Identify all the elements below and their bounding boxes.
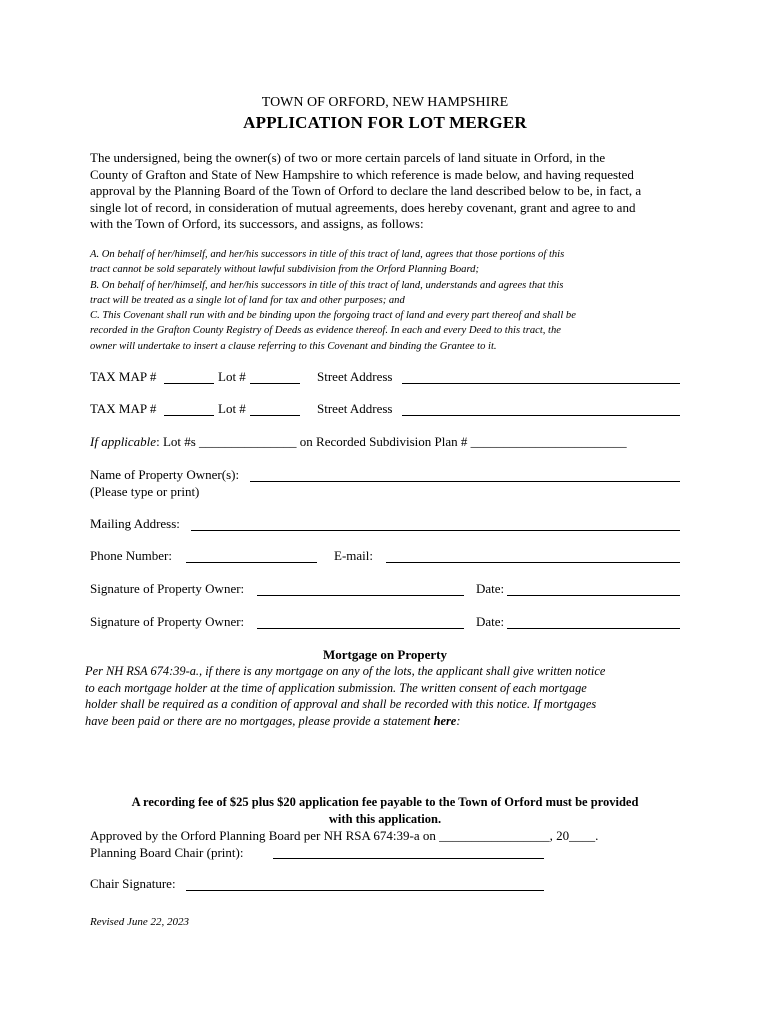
mortgage-last-line-text: have been paid or there are no mortgages, please provide a statement <box>85 713 434 728</box>
fee-line-1: A recording fee of $25 plus $20 application fee payable to the Town of Orford must be provided <box>131 795 639 809</box>
covenant-line: C. This Covenant shall run with and be binding upon the forgoing tract of land and every part thereof and shall be <box>90 310 576 322</box>
tax-map-label: TAX MAP # <box>90 401 157 416</box>
if-applicable-label: If applicable <box>90 434 157 449</box>
street-address-label: Street Address <box>317 401 393 416</box>
owner-signature-field-1[interactable] <box>257 595 464 596</box>
owner-signature-label: Signature of Property Owner: <box>90 581 245 596</box>
owner-name-label: Name of Property Owner(s): <box>90 467 240 482</box>
lot-label: Lot # <box>218 369 246 384</box>
covenant-terms <box>90 247 690 354</box>
revised-date: Revised June 22, 2023 <box>90 916 189 928</box>
tax-map-field-1[interactable] <box>164 383 214 384</box>
mortgage-line: holder shall be required as a condition of approval and shall be recorded with this notice. If mortgages <box>85 697 597 712</box>
email-label: E-mail: <box>334 548 373 563</box>
tax-map-field-2[interactable] <box>164 415 214 416</box>
town-heading: TOWN OF ORFORD, NEW HAMPSHIRE <box>261 95 509 110</box>
approval-line: Approved by the Orford Planning Board per NH RSA 674:39-a on _________________, 20____. <box>90 828 599 843</box>
subdivision-lots-text: : Lot #s _______________ on Recorded Subdivision Plan # ________________________ <box>156 434 627 449</box>
fee-notice <box>0 794 770 827</box>
intro-paragraph <box>90 150 690 233</box>
owner-name-field[interactable] <box>250 481 680 482</box>
street-address-label: Street Address <box>317 369 393 384</box>
date-field-1[interactable] <box>507 595 680 596</box>
chair-signature-field[interactable] <box>186 890 544 891</box>
mortgage-here-emphasis: here <box>433 713 457 728</box>
phone-label: Phone Number: <box>90 548 172 563</box>
mortgage-heading: Mortgage on Property <box>323 647 447 662</box>
covenant-line: tract will be treated as a single lot of land for tax and other purposes; and <box>90 294 405 306</box>
intro-line: County of Grafton and State of New Hampshire to which reference is made below, and having requested <box>90 166 634 182</box>
mailing-address-label: Mailing Address: <box>90 516 180 531</box>
covenant-line: A. On behalf of her/himself, and her/his successors in title of this tract of land, agrees that those portions of this <box>90 249 565 260</box>
street-address-field-1[interactable] <box>402 383 680 384</box>
fee-line-2: with this application. <box>328 811 442 826</box>
covenant-line: recorded in the Grafton County Registry of Deeds as evidence thereof. In each and every Deed to this tract, the <box>90 325 561 337</box>
lot-field-2[interactable] <box>250 415 300 416</box>
chair-print-field[interactable] <box>273 858 544 859</box>
lot-label: Lot # <box>218 401 246 416</box>
intro-line: approval by the Planning Board of the Town of Orford to declare the land described below to be, in fact, a <box>90 183 642 199</box>
intro-line: single lot of record, in consideration of mutual agreements, does hereby covenant, grant and agree to and <box>90 199 636 215</box>
intro-line: with the Town of Orford, its successors, and assigns, as follows: <box>90 216 424 232</box>
mortgage-line <box>85 713 685 730</box>
mortgage-line: Per NH RSA 674:39-a., if there is any mortgage on any of the lots, the applicant shall give written notice <box>85 664 606 678</box>
phone-field[interactable] <box>186 562 317 563</box>
mortgage-notice <box>85 663 685 729</box>
street-address-field-2[interactable] <box>402 415 680 416</box>
date-label: Date: <box>476 581 505 596</box>
owner-signature-field-2[interactable] <box>257 628 464 629</box>
chair-signature-label: Chair Signature: <box>90 876 176 891</box>
covenant-line: tract cannot be sold separately without lawful subdivision from the Orford Planning Board; <box>90 264 480 276</box>
mortgage-line: to each mortgage holder at the time of application submission. The written consent of each mortgage <box>85 680 587 695</box>
type-or-print-note: (Please type or print) <box>90 484 200 499</box>
lot-field-1[interactable] <box>250 383 300 384</box>
mortgage-colon: : <box>456 713 461 728</box>
covenant-line: B. On behalf of her/himself, and her/his successors in title of this tract of land, understands and agrees that this <box>90 279 564 291</box>
page-title: APPLICATION FOR LOT MERGER <box>243 113 527 132</box>
tax-map-label: TAX MAP # <box>90 369 157 384</box>
email-field[interactable] <box>386 562 680 563</box>
covenant-line: owner will undertake to insert a clause referring to this Covenant and binding the Grantee to it. <box>90 340 497 352</box>
date-field-2[interactable] <box>507 628 680 629</box>
intro-line: The undersigned, being the owner(s) of two or more certain parcels of land situate in Orford, in the <box>90 150 606 165</box>
owner-signature-label: Signature of Property Owner: <box>90 614 245 629</box>
mailing-address-field[interactable] <box>191 530 680 531</box>
subdivision-row[interactable] <box>90 434 627 450</box>
date-label: Date: <box>476 614 505 629</box>
chair-print-label: Planning Board Chair (print): <box>90 845 244 860</box>
